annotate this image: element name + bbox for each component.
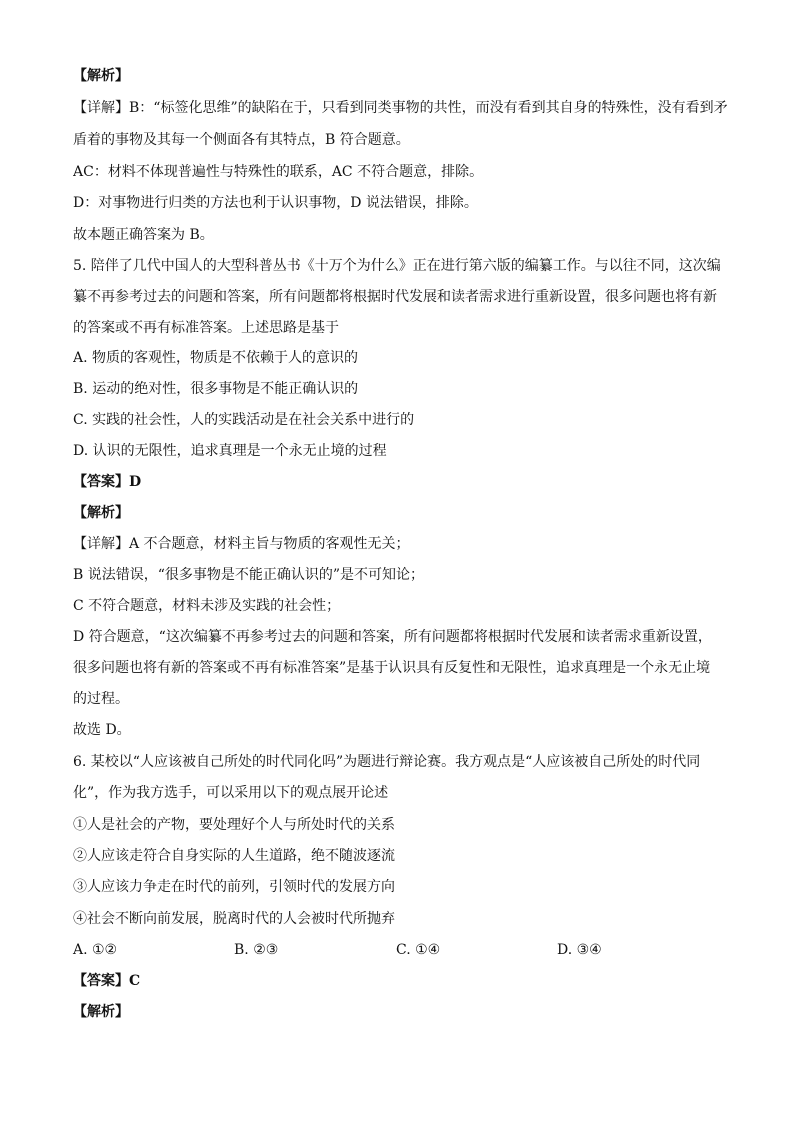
explanation-text: D 符合题意，“这次编纂不再参考过去的问题和答案，所有问题都将根据时代发展和读者需求重新设置， <box>73 629 712 645</box>
answer-label: 【答案】C <box>73 973 141 989</box>
question-6-stem: 6. 某校以“人应该被自己所处的时代同化吗”为题进行辩论赛。我方观点是“人应该被自己所处的时代同 <box>73 754 701 770</box>
explanation-text: C 不符合题意，材料未涉及实践的社会性； <box>73 598 341 614</box>
question-6-option-d: D. ③④ <box>557 942 602 958</box>
conclusion-text: 故选 D。 <box>73 722 131 738</box>
question-6-statement-2: ②人应该走符合自身实际的人生道路，绝不随波逐流 <box>73 848 395 864</box>
question-5-option-b: B. 运动的绝对性，很多事物是不能正确认识的 <box>73 381 359 397</box>
question-5-stem: 5. 陪伴了几代中国人的大型科普丛书《十万个为什么》正在进行第六版的编纂工作。与以往不同，这次编 <box>73 258 721 274</box>
question-5-option-a: A. 物质的客观性，物质是不依赖于人的意识的 <box>73 350 359 366</box>
analysis-heading: 【解析】 <box>73 1004 129 1020</box>
question-6-statement-3: ③人应该力争走在时代的前列，引领时代的发展方向 <box>73 879 395 895</box>
question-6-option-b: B. ②③ <box>234 942 279 958</box>
explanation-text: B 说法错误，“很多事物是不能正确认识的”是不可知论； <box>73 567 425 583</box>
question-5-option-d: D. 认识的无限性，追求真理是一个永无止境的过程 <box>73 443 387 459</box>
question-6-option-a: A. ①② <box>73 942 118 958</box>
question-6-statement-4: ④社会不断向前发展，脱离时代的人会被时代所抛弃 <box>73 911 395 927</box>
question-6-statement-1: ①人是社会的产物，要处理好个人与所处时代的关系 <box>73 817 395 833</box>
explanation-text: 的过程。 <box>73 691 129 707</box>
explanation-text: 很多问题也将有新的答案或不再有标准答案”是基于认识具有反复性和无限性，追求真理是一个永无止境 <box>73 660 711 676</box>
answer-label: 【答案】D <box>73 474 142 490</box>
explanation-text: 【详解】A 不合题意，材料主旨与物质的客观性无关； <box>73 536 410 552</box>
question-6-stem: 化”，作为我方选手，可以采用以下的观点展开论述 <box>73 785 389 801</box>
question-5-option-c: C. 实践的社会性，人的实践活动是在社会关系中进行的 <box>73 412 415 428</box>
explanation-text: AC：材料不体现普遍性与特殊性的联系，AC 不符合题意，排除。 <box>73 164 484 180</box>
question-5-stem: 纂不再参考过去的问题和答案，所有问题都将根据时代发展和读者需求进行重新设置，很多问题也将有新 <box>73 289 717 305</box>
conclusion-text: 故本题正确答案为 B。 <box>73 227 214 243</box>
explanation-text: D：对事物进行归类的方法也利于认识事物，D 说法错误，排除。 <box>73 195 478 211</box>
explanation-text: 盾着的事物及其每一个侧面各有其特点，B 符合题意。 <box>73 132 410 148</box>
explanation-text: 【详解】B：“标签化思维”的缺陷在于，只看到同类事物的共性，而没有看到其自身的特殊性，没有看到矛 <box>73 100 728 116</box>
question-6-option-c: C. ①④ <box>396 942 441 958</box>
question-5-stem: 的答案或不再有标准答案。上述思路是基于 <box>73 320 339 336</box>
analysis-heading: 【解析】 <box>73 505 129 521</box>
analysis-heading: 【解析】 <box>73 68 129 84</box>
